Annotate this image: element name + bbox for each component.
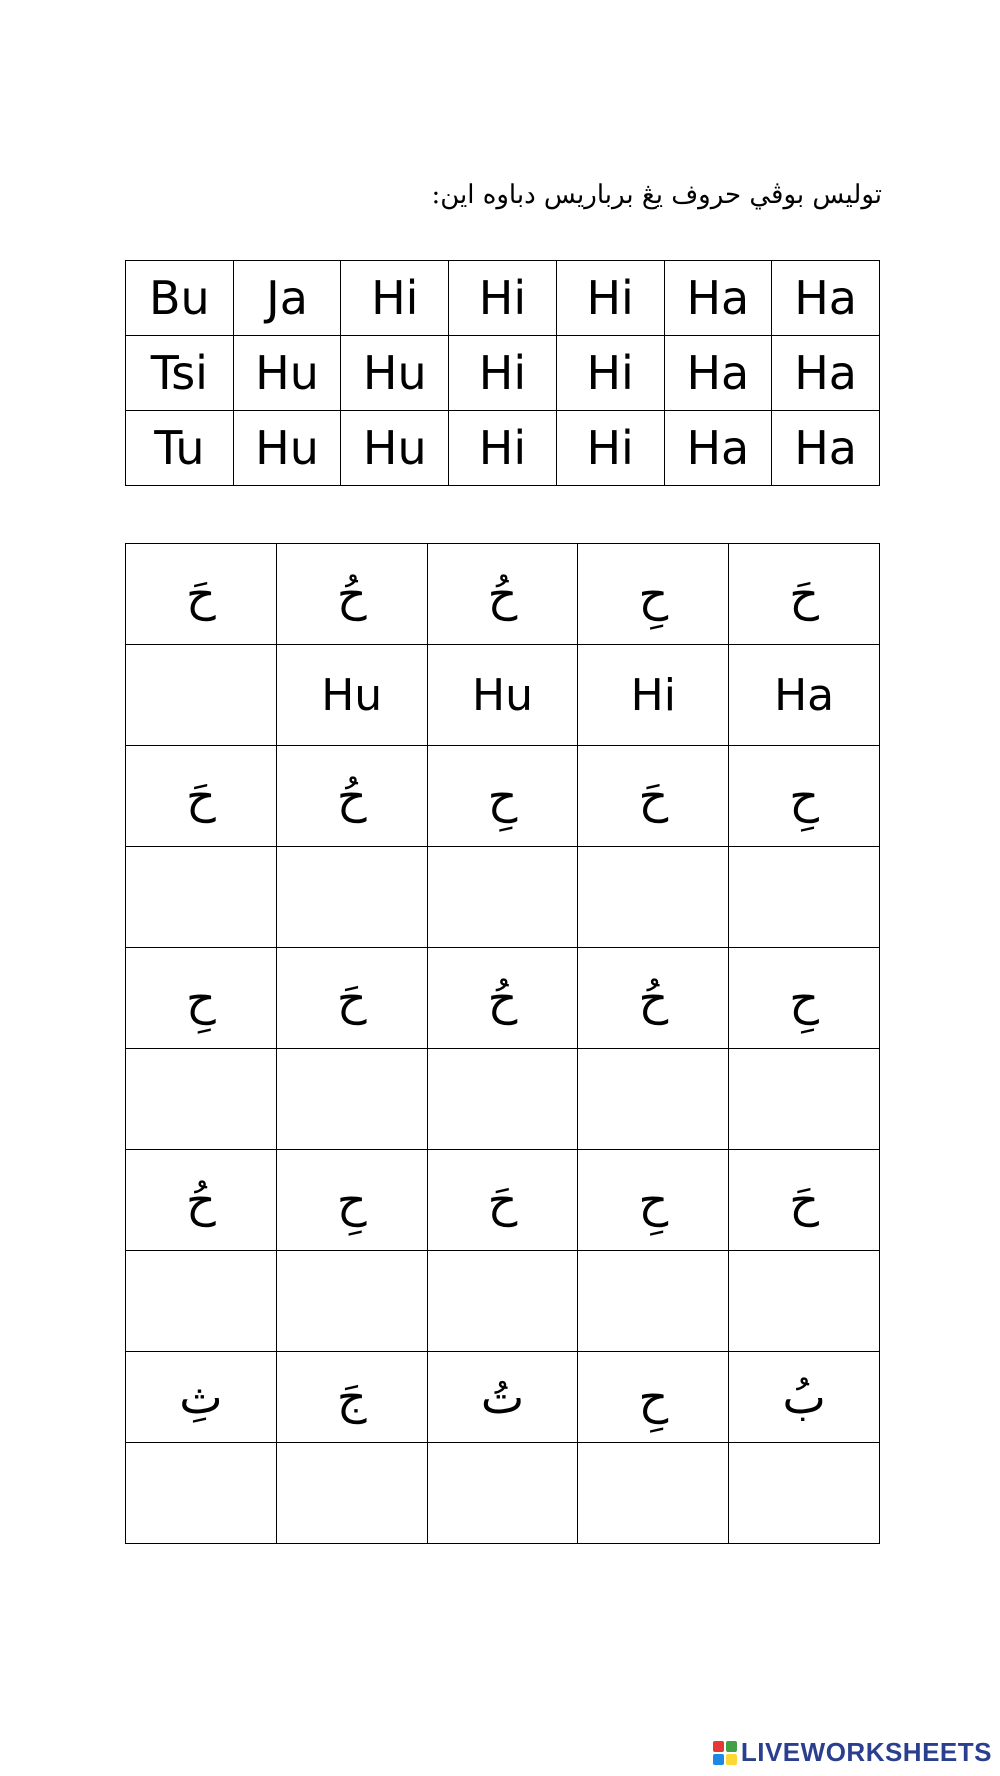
answer-cell[interactable] xyxy=(729,847,880,948)
answer-cell[interactable] xyxy=(126,645,277,746)
arabic-letter-cell: جَ xyxy=(276,1352,427,1443)
arabic-letter-cell: حِ xyxy=(578,1150,729,1251)
syllable-cell: Hi xyxy=(341,261,449,336)
answer-cell[interactable] xyxy=(276,1251,427,1352)
syllable-cell: Ha xyxy=(772,411,880,486)
arabic-letter-cell: حَ xyxy=(427,1150,578,1251)
arabic-letter-cell: حَ xyxy=(276,948,427,1049)
arabic-letter-cell: حَ xyxy=(729,544,880,645)
table-row xyxy=(126,336,880,411)
syllable-cell: Ja xyxy=(233,261,341,336)
arabic-letter-cell: حُ xyxy=(276,544,427,645)
arabic-letter-cell: بُ xyxy=(729,1352,880,1443)
liveworksheets-icon xyxy=(713,1741,737,1765)
answer-cell[interactable] xyxy=(578,847,729,948)
answer-row xyxy=(126,847,880,948)
arabic-letter-cell: حِ xyxy=(729,948,880,1049)
arabic-letter-cell: حُ xyxy=(276,746,427,847)
answer-cell[interactable]: Ha xyxy=(729,645,880,746)
answer-row xyxy=(126,1443,880,1544)
instruction-text: توليس بوڤي حروف يڠ برباريس دباوه اين: xyxy=(431,180,882,210)
syllable-cell: Tu xyxy=(126,411,234,486)
syllable-cell: Bu xyxy=(126,261,234,336)
letter-row xyxy=(126,948,880,1049)
answer-cell[interactable] xyxy=(729,1251,880,1352)
arabic-letter-cell: حَ xyxy=(578,746,729,847)
table-row xyxy=(126,261,880,336)
syllable-cell: Ha xyxy=(772,336,880,411)
arabic-letter-cell: حَ xyxy=(729,1150,880,1251)
answer-cell[interactable] xyxy=(427,1443,578,1544)
arabic-letter-cell: حِ xyxy=(126,948,277,1049)
answer-row xyxy=(126,1049,880,1150)
answer-row xyxy=(126,1251,880,1352)
answer-cell[interactable] xyxy=(427,1251,578,1352)
syllable-cell: Hi xyxy=(556,261,664,336)
arabic-letter-cell: حُ xyxy=(427,544,578,645)
practice-table xyxy=(125,543,880,1544)
syllable-table xyxy=(125,260,880,486)
arabic-letter-cell: حَ xyxy=(126,544,277,645)
arabic-letter-cell: حِ xyxy=(578,544,729,645)
syllable-cell: Ha xyxy=(664,261,772,336)
syllable-cell: Ha xyxy=(772,261,880,336)
answer-cell[interactable]: Hu xyxy=(276,645,427,746)
syllable-cell: Hu xyxy=(233,336,341,411)
arabic-letter-cell: حِ xyxy=(729,746,880,847)
arabic-letter-cell: حُ xyxy=(427,948,578,1049)
liveworksheets-logo xyxy=(713,1737,992,1768)
syllable-cell: Hi xyxy=(449,411,557,486)
answer-cell[interactable] xyxy=(578,1251,729,1352)
answer-cell[interactable] xyxy=(427,847,578,948)
syllable-cell: Hi xyxy=(556,336,664,411)
syllable-cell: Tsi xyxy=(126,336,234,411)
answer-cell[interactable] xyxy=(578,1049,729,1150)
answer-cell[interactable] xyxy=(729,1049,880,1150)
syllable-cell: Ha xyxy=(664,336,772,411)
arabic-letter-cell: حَ xyxy=(126,746,277,847)
answer-cell[interactable]: Hi xyxy=(578,645,729,746)
arabic-letter-cell: حُ xyxy=(126,1150,277,1251)
answer-cell[interactable] xyxy=(126,1251,277,1352)
letter-row xyxy=(126,1150,880,1251)
letter-row xyxy=(126,1352,880,1443)
answer-cell[interactable] xyxy=(427,1049,578,1150)
arabic-letter-cell: تُ xyxy=(427,1352,578,1443)
syllable-cell: Hu xyxy=(341,336,449,411)
syllable-cell: Ha xyxy=(664,411,772,486)
table-row xyxy=(126,411,880,486)
syllable-cell: Hi xyxy=(449,261,557,336)
answer-cell[interactable] xyxy=(729,1443,880,1544)
answer-cell[interactable] xyxy=(126,847,277,948)
brand-name: LIVEWORKSHEETS xyxy=(740,1737,992,1767)
arabic-letter-cell: حُ xyxy=(578,948,729,1049)
syllable-cell: Hi xyxy=(449,336,557,411)
answer-cell[interactable] xyxy=(578,1443,729,1544)
answer-cell[interactable] xyxy=(126,1049,277,1150)
syllable-cell: Hu xyxy=(341,411,449,486)
arabic-letter-cell: حِ xyxy=(427,746,578,847)
answer-row xyxy=(126,645,880,746)
arabic-letter-cell: حِ xyxy=(578,1352,729,1443)
arabic-letter-cell: ثِ xyxy=(126,1352,277,1443)
answer-cell[interactable] xyxy=(276,847,427,948)
syllable-cell: Hu xyxy=(233,411,341,486)
arabic-letter-cell: حِ xyxy=(276,1150,427,1251)
answer-cell[interactable]: Hu xyxy=(427,645,578,746)
letter-row xyxy=(126,746,880,847)
syllable-cell: Hi xyxy=(556,411,664,486)
letter-row xyxy=(126,544,880,645)
answer-cell[interactable] xyxy=(276,1049,427,1150)
answer-cell[interactable] xyxy=(126,1443,277,1544)
answer-cell[interactable] xyxy=(276,1443,427,1544)
